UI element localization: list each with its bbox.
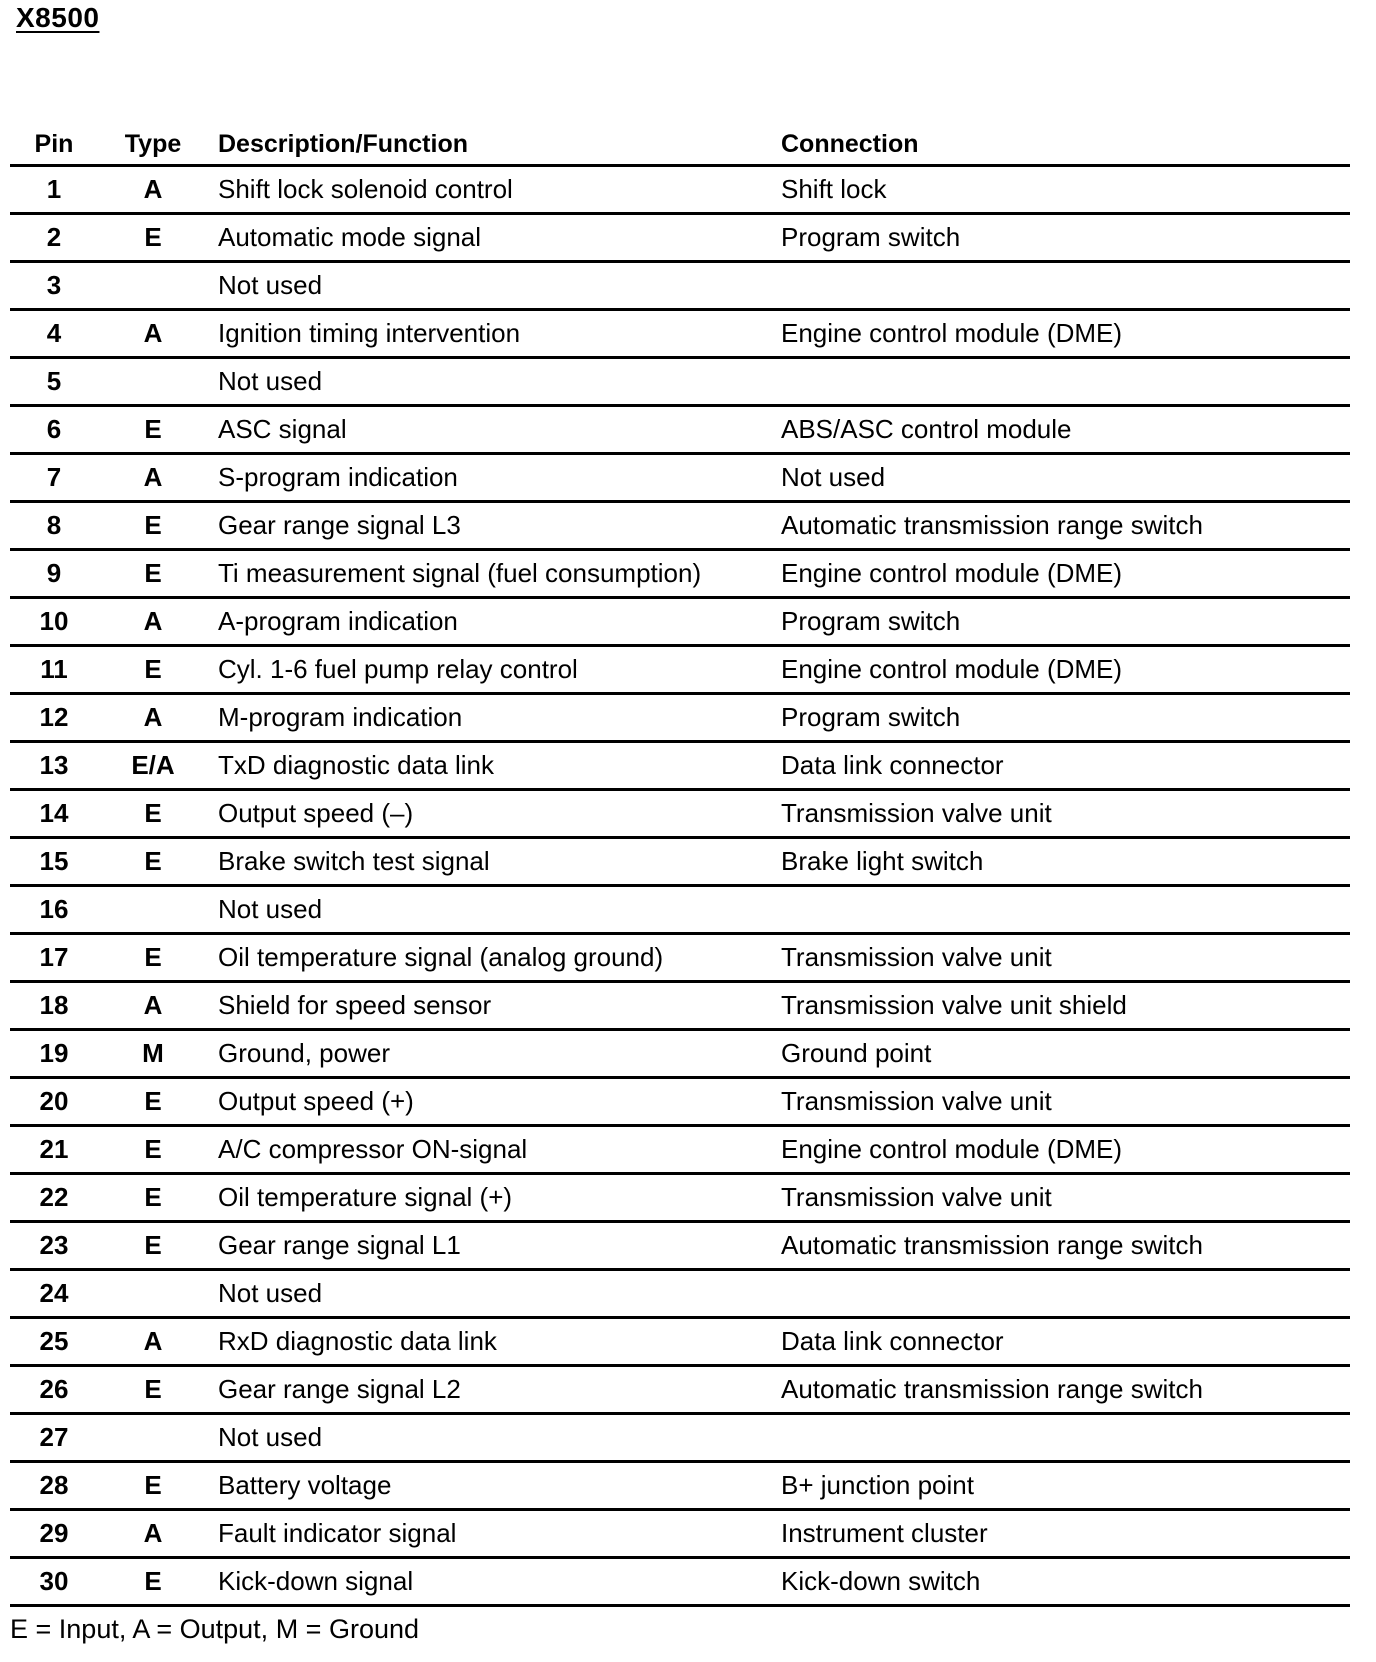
connection-cell [771, 1270, 1350, 1318]
pin-cell: 20 [10, 1078, 98, 1126]
description-cell: Not used [208, 886, 771, 934]
connection-cell: Data link connector [771, 742, 1350, 790]
connection-cell [771, 358, 1350, 406]
table-row [10, 838, 1350, 886]
table-row [10, 262, 1350, 310]
table-row [10, 310, 1350, 358]
pin-cell: 7 [10, 454, 98, 502]
pin-cell: 26 [10, 1366, 98, 1414]
type-cell: E [98, 1558, 208, 1606]
pin-cell: 24 [10, 1270, 98, 1318]
table-row [10, 1126, 1350, 1174]
header-pin: Pin [10, 124, 98, 166]
connection-cell: Transmission valve unit [771, 1174, 1350, 1222]
table-row [10, 406, 1350, 454]
table-row [10, 502, 1350, 550]
connection-cell: Not used [771, 454, 1350, 502]
description-cell: Shield for speed sensor [208, 982, 771, 1030]
table-row [10, 1030, 1350, 1078]
type-cell: E [98, 646, 208, 694]
connection-cell [771, 886, 1350, 934]
connection-cell: Engine control module (DME) [771, 550, 1350, 598]
pin-cell: 28 [10, 1462, 98, 1510]
connection-cell: Program switch [771, 694, 1350, 742]
description-cell: Ignition timing intervention [208, 310, 771, 358]
description-cell: Not used [208, 262, 771, 310]
connection-cell: Transmission valve unit [771, 934, 1350, 982]
table-row [10, 1222, 1350, 1270]
pin-cell: 10 [10, 598, 98, 646]
description-cell: Not used [208, 1414, 771, 1462]
connection-cell [771, 262, 1350, 310]
pin-cell: 17 [10, 934, 98, 982]
type-cell: E [98, 1174, 208, 1222]
pin-cell: 11 [10, 646, 98, 694]
pin-cell: 16 [10, 886, 98, 934]
table-row [10, 1366, 1350, 1414]
table-row [10, 1078, 1350, 1126]
description-cell: A-program indication [208, 598, 771, 646]
pin-cell: 21 [10, 1126, 98, 1174]
type-cell: E [98, 502, 208, 550]
pin-cell: 9 [10, 550, 98, 598]
table-row [10, 550, 1350, 598]
table-row [10, 214, 1350, 262]
description-cell: Output speed (–) [208, 790, 771, 838]
type-cell [98, 262, 208, 310]
table-row [10, 598, 1350, 646]
type-cell: E [98, 838, 208, 886]
type-cell: E [98, 550, 208, 598]
header-description: Description/Function [208, 124, 771, 166]
type-cell: E [98, 1222, 208, 1270]
type-cell [98, 886, 208, 934]
description-cell: Oil temperature signal (+) [208, 1174, 771, 1222]
connection-cell: Kick-down switch [771, 1558, 1350, 1606]
type-cell: A [98, 694, 208, 742]
pin-cell: 30 [10, 1558, 98, 1606]
connection-cell: Engine control module (DME) [771, 310, 1350, 358]
description-cell: Kick-down signal [208, 1558, 771, 1606]
connection-cell: Transmission valve unit [771, 790, 1350, 838]
connection-cell: B+ junction point [771, 1462, 1350, 1510]
description-cell: Oil temperature signal (analog ground) [208, 934, 771, 982]
table-row [10, 694, 1350, 742]
connection-cell: Transmission valve unit [771, 1078, 1350, 1126]
description-cell: Gear range signal L1 [208, 1222, 771, 1270]
pin-cell: 6 [10, 406, 98, 454]
type-cell: E [98, 1366, 208, 1414]
type-cell: A [98, 982, 208, 1030]
connection-cell: Automatic transmission range switch [771, 1366, 1350, 1414]
table-row [10, 358, 1350, 406]
type-cell: A [98, 166, 208, 214]
type-cell [98, 1270, 208, 1318]
pin-cell: 2 [10, 214, 98, 262]
type-cell: E [98, 1462, 208, 1510]
connection-cell: Ground point [771, 1030, 1350, 1078]
type-cell: E [98, 934, 208, 982]
type-cell [98, 1414, 208, 1462]
connection-cell: Automatic transmission range switch [771, 502, 1350, 550]
pin-cell: 4 [10, 310, 98, 358]
table-row [10, 1270, 1350, 1318]
description-cell: Gear range signal L3 [208, 502, 771, 550]
connection-cell: ABS/ASC control module [771, 406, 1350, 454]
connection-cell: Automatic transmission range switch [771, 1222, 1350, 1270]
connection-cell: Program switch [771, 214, 1350, 262]
description-cell: Brake switch test signal [208, 838, 771, 886]
type-cell: A [98, 310, 208, 358]
pin-cell: 27 [10, 1414, 98, 1462]
type-cell: E [98, 790, 208, 838]
description-cell: Ground, power [208, 1030, 771, 1078]
header-type: Type [98, 124, 208, 166]
pin-cell: 23 [10, 1222, 98, 1270]
description-cell: Cyl. 1-6 fuel pump relay control [208, 646, 771, 694]
pin-cell: 3 [10, 262, 98, 310]
type-cell [98, 358, 208, 406]
table-row [10, 886, 1350, 934]
connection-cell: Brake light switch [771, 838, 1350, 886]
table-row [10, 982, 1350, 1030]
description-cell: TxD diagnostic data link [208, 742, 771, 790]
type-cell: A [98, 1510, 208, 1558]
connection-cell: Instrument cluster [771, 1510, 1350, 1558]
description-cell: ASC signal [208, 406, 771, 454]
table-header-row [10, 124, 1350, 166]
pin-cell: 15 [10, 838, 98, 886]
pin-cell: 25 [10, 1318, 98, 1366]
pin-cell: 12 [10, 694, 98, 742]
description-cell: Battery voltage [208, 1462, 771, 1510]
connection-cell: Program switch [771, 598, 1350, 646]
description-cell: Gear range signal L2 [208, 1366, 771, 1414]
connection-cell [771, 1414, 1350, 1462]
type-cell: A [98, 1318, 208, 1366]
type-cell: A [98, 598, 208, 646]
pin-cell: 19 [10, 1030, 98, 1078]
table-row [10, 790, 1350, 838]
header-connection: Connection [771, 124, 1350, 166]
pin-assignment-table [10, 124, 1350, 1607]
connection-cell: Engine control module (DME) [771, 646, 1350, 694]
description-cell: S-program indication [208, 454, 771, 502]
connection-cell: Engine control module (DME) [771, 1126, 1350, 1174]
description-cell: Automatic mode signal [208, 214, 771, 262]
type-cell: A [98, 454, 208, 502]
pin-cell: 14 [10, 790, 98, 838]
type-cell: E [98, 1078, 208, 1126]
table-body [10, 166, 1350, 1606]
table-row [10, 1558, 1350, 1606]
connection-cell: Shift lock [771, 166, 1350, 214]
type-cell: E [98, 1126, 208, 1174]
pin-cell: 29 [10, 1510, 98, 1558]
pin-cell: 13 [10, 742, 98, 790]
table-row [10, 1174, 1350, 1222]
table-row [10, 742, 1350, 790]
type-cell: E/A [98, 742, 208, 790]
description-cell: M-program indication [208, 694, 771, 742]
description-cell: A/C compressor ON-signal [208, 1126, 771, 1174]
connection-cell: Transmission valve unit shield [771, 982, 1350, 1030]
table-row [10, 1510, 1350, 1558]
pin-cell: 1 [10, 166, 98, 214]
table-row [10, 934, 1350, 982]
type-legend: E = Input, A = Output, M = Ground [10, 1614, 420, 1644]
description-cell: RxD diagnostic data link [208, 1318, 771, 1366]
pin-cell: 5 [10, 358, 98, 406]
table-row [10, 454, 1350, 502]
type-cell: M [98, 1030, 208, 1078]
table-row [10, 1414, 1350, 1462]
type-cell: E [98, 214, 208, 262]
description-cell: Fault indicator signal [208, 1510, 771, 1558]
document-title: X8500 [16, 2, 100, 33]
table-row [10, 1318, 1350, 1366]
description-cell: Ti measurement signal (fuel consumption) [208, 550, 771, 598]
table-row [10, 646, 1350, 694]
type-cell: E [98, 406, 208, 454]
description-cell: Not used [208, 358, 771, 406]
description-cell: Output speed (+) [208, 1078, 771, 1126]
pin-cell: 8 [10, 502, 98, 550]
table-row [10, 1462, 1350, 1510]
connection-cell: Data link connector [771, 1318, 1350, 1366]
pin-cell: 18 [10, 982, 98, 1030]
description-cell: Shift lock solenoid control [208, 166, 771, 214]
description-cell: Not used [208, 1270, 771, 1318]
pin-cell: 22 [10, 1174, 98, 1222]
table-row [10, 166, 1350, 214]
